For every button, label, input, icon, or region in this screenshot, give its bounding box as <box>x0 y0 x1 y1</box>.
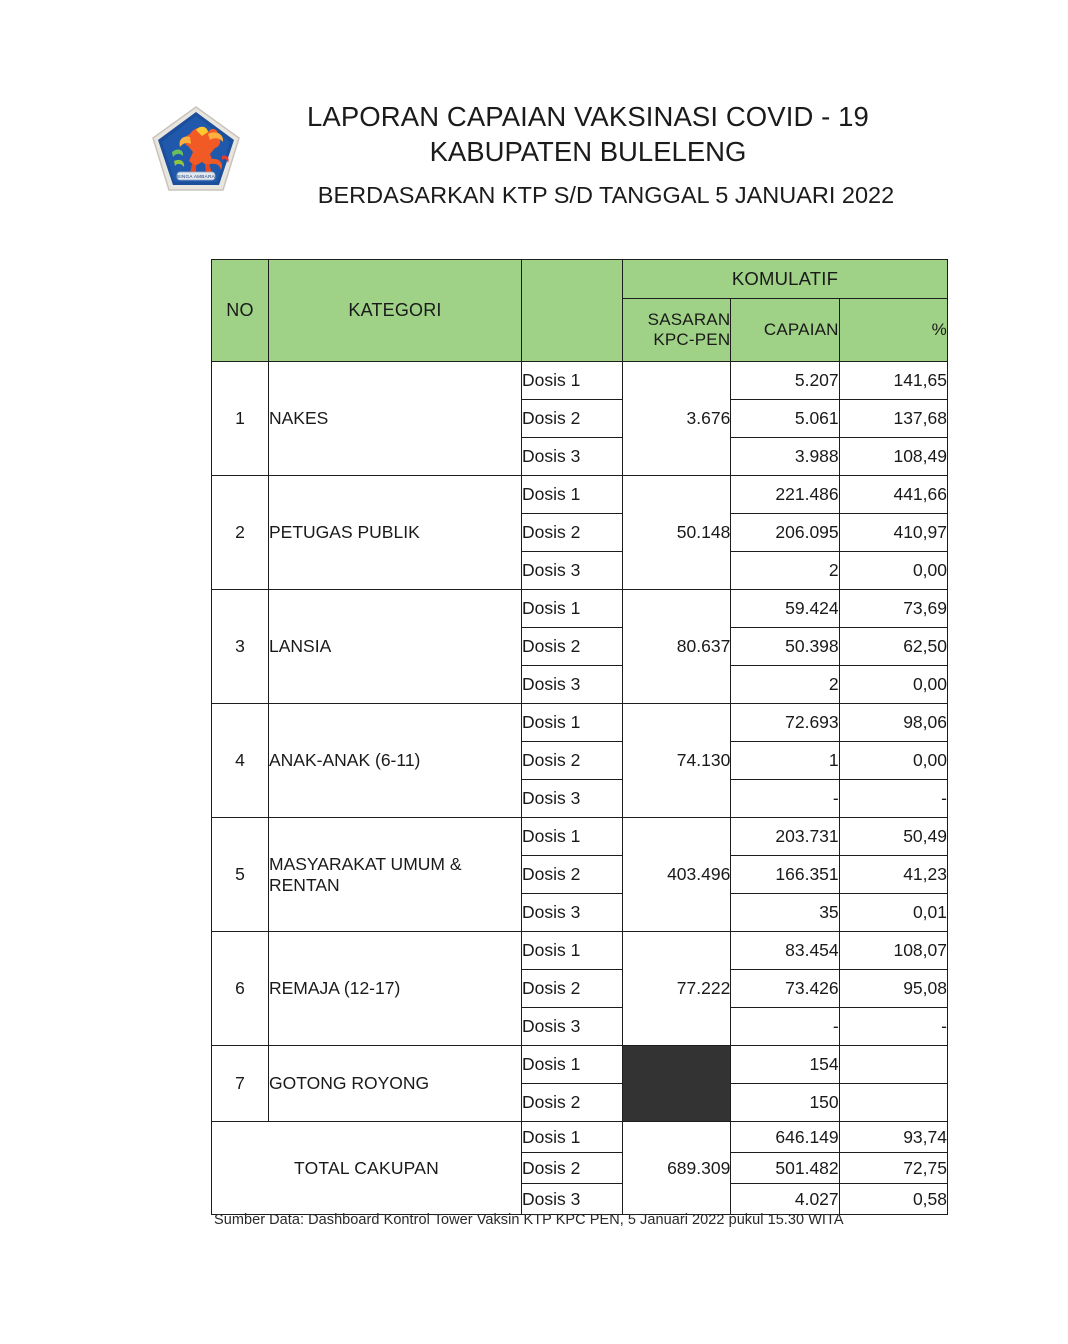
cell-dosis: Dosis 1 <box>522 362 623 400</box>
cell-capaian: 206.095 <box>731 514 839 552</box>
cell-sasaran: 3.676 <box>623 362 731 476</box>
cell-total-capaian: 646.149 <box>731 1122 839 1153</box>
cell-dosis: Dosis 3 <box>522 666 623 704</box>
col-header-sasaran-line2: KPC-PEN <box>653 330 731 349</box>
cell-capaian: 5.061 <box>731 400 839 438</box>
cell-persen: 0,01 <box>839 894 947 932</box>
cell-no: 2 <box>212 476 269 590</box>
source-note: Sumber Data: Dashboard Kontrol Tower Vaksin KTP KPC PEN, 5 Januari 2022 pukul 15.30 WITA <box>214 1212 844 1228</box>
vaccination-report-table <box>211 259 948 1215</box>
cell-sasaran: 403.496 <box>623 818 731 932</box>
cell-capaian: 221.486 <box>731 476 839 514</box>
cell-capaian: 166.351 <box>731 856 839 894</box>
cell-kategori: LANSIA <box>269 590 522 704</box>
cell-kategori: MASYARAKAT UMUM & RENTAN <box>269 818 522 932</box>
cell-capaian: 154 <box>731 1046 839 1084</box>
col-header-dosis-spacer <box>522 260 623 362</box>
col-header-sasaran-line1: SASARAN <box>647 310 731 330</box>
cell-total-capaian: 501.482 <box>731 1153 839 1184</box>
cell-capaian: 72.693 <box>731 704 839 742</box>
table-row <box>212 362 948 400</box>
cell-dosis: Dosis 1 <box>522 476 623 514</box>
cell-kategori: GOTONG ROYONG <box>269 1046 522 1122</box>
cell-dosis: Dosis 3 <box>522 1008 623 1046</box>
table-header <box>212 260 948 362</box>
table-row <box>212 590 948 628</box>
cell-kategori: REMAJA (12-17) <box>269 932 522 1046</box>
cell-total-persen: 0,58 <box>839 1184 947 1215</box>
cell-dosis: Dosis 1 <box>522 932 623 970</box>
cell-persen: 73,69 <box>839 590 947 628</box>
cell-no: 3 <box>212 590 269 704</box>
cell-capaian: 3.988 <box>731 438 839 476</box>
col-header-sasaran-kpc-pen <box>623 299 731 362</box>
table-header-row-1 <box>212 260 948 299</box>
cell-dosis: Dosis 2 <box>522 514 623 552</box>
table-row <box>212 476 948 514</box>
vaccination-report-table-container <box>211 259 948 1215</box>
cell-capaian: 59.424 <box>731 590 839 628</box>
cell-dosis: Dosis 2 <box>522 742 623 780</box>
cell-persen: 108,49 <box>839 438 947 476</box>
cell-persen <box>839 1084 947 1122</box>
cell-capaian: 83.454 <box>731 932 839 970</box>
cell-capaian: 73.426 <box>731 970 839 1008</box>
cell-persen: 137,68 <box>839 400 947 438</box>
report-title-line-2: KABUPATEN BULELENG <box>429 135 747 167</box>
cell-sasaran: 80.637 <box>623 590 731 704</box>
col-header-no: NO <box>212 260 269 362</box>
cell-persen: 410,97 <box>839 514 947 552</box>
buleleng-regency-emblem-icon <box>150 104 242 202</box>
cell-sasaran: 74.130 <box>623 704 731 818</box>
cell-dosis: Dosis 3 <box>522 1184 623 1215</box>
cell-persen: 50,49 <box>839 818 947 856</box>
cell-no: 4 <box>212 704 269 818</box>
cell-dosis: Dosis 2 <box>522 628 623 666</box>
cell-total-sasaran: 689.309 <box>623 1122 731 1215</box>
report-header <box>0 0 1068 210</box>
cell-dosis: Dosis 1 <box>522 818 623 856</box>
cell-capaian: 35 <box>731 894 839 932</box>
cell-sasaran: 50.148 <box>623 476 731 590</box>
table-row <box>212 704 948 742</box>
table-total-row <box>212 1122 948 1153</box>
cell-no: 7 <box>212 1046 269 1122</box>
cell-dosis: Dosis 3 <box>522 438 623 476</box>
cell-capaian: 50.398 <box>731 628 839 666</box>
cell-no: 5 <box>212 818 269 932</box>
cell-total-persen: 72,75 <box>839 1153 947 1184</box>
cell-dosis: Dosis 1 <box>522 1046 623 1084</box>
cell-persen: - <box>839 1008 947 1046</box>
report-title-line-1: LAPORAN CAPAIAN VAKSINASI COVID - 19 <box>307 101 869 132</box>
cell-total-capaian: 4.027 <box>731 1184 839 1215</box>
table-row <box>212 1046 948 1084</box>
cell-persen: 62,50 <box>839 628 947 666</box>
cell-dosis: Dosis 2 <box>522 970 623 1008</box>
cell-capaian: 5.207 <box>731 362 839 400</box>
cell-persen: 41,23 <box>839 856 947 894</box>
table-row <box>212 818 948 856</box>
cell-persen <box>839 1046 947 1084</box>
cell-dosis: Dosis 1 <box>522 704 623 742</box>
cell-persen: 98,06 <box>839 704 947 742</box>
cell-kategori: PETUGAS PUBLIK <box>269 476 522 590</box>
report-subtitle: BERDASARKAN KTP S/D TANGGAL 5 JANUARI 2022 <box>317 182 895 209</box>
cell-capaian: 150 <box>731 1084 839 1122</box>
cell-dosis: Dosis 3 <box>522 894 623 932</box>
cell-persen: 108,07 <box>839 932 947 970</box>
cell-dosis: Dosis 2 <box>522 856 623 894</box>
cell-dosis: Dosis 3 <box>522 780 623 818</box>
cell-dosis: Dosis 3 <box>522 552 623 590</box>
cell-total-persen: 93,74 <box>839 1122 947 1153</box>
col-header-komulatif: KOMULATIF <box>623 260 948 299</box>
cell-capaian: 203.731 <box>731 818 839 856</box>
title-block <box>258 98 918 210</box>
cell-persen: 95,08 <box>839 970 947 1008</box>
cell-persen: 141,65 <box>839 362 947 400</box>
cell-sasaran-blackout <box>623 1046 731 1122</box>
cell-kategori: ANAK-ANAK (6-11) <box>269 704 522 818</box>
cell-dosis: Dosis 1 <box>522 590 623 628</box>
table-body <box>212 362 948 1215</box>
cell-capaian: - <box>731 1008 839 1046</box>
col-header-percent: % <box>839 299 947 362</box>
cell-sasaran: 77.222 <box>623 932 731 1046</box>
cell-total-label: TOTAL CAKUPAN <box>212 1122 522 1215</box>
cell-no: 1 <box>212 362 269 476</box>
cell-capaian: 2 <box>731 666 839 704</box>
cell-no: 6 <box>212 932 269 1046</box>
cell-capaian: - <box>731 780 839 818</box>
cell-persen: 0,00 <box>839 742 947 780</box>
col-header-capaian: CAPAIAN <box>731 299 839 362</box>
cell-persen: 0,00 <box>839 666 947 704</box>
cell-dosis: Dosis 2 <box>522 400 623 438</box>
svg-text:SINGA AMBARA: SINGA AMBARA <box>176 174 216 180</box>
cell-capaian: 1 <box>731 742 839 780</box>
cell-persen: - <box>839 780 947 818</box>
cell-kategori: NAKES <box>269 362 522 476</box>
cell-dosis: Dosis 1 <box>522 1122 623 1153</box>
cell-capaian: 2 <box>731 552 839 590</box>
cell-dosis: Dosis 2 <box>522 1084 623 1122</box>
table-row <box>212 932 948 970</box>
cell-dosis: Dosis 2 <box>522 1153 623 1184</box>
cell-persen: 441,66 <box>839 476 947 514</box>
col-header-kategori: KATEGORI <box>269 260 522 362</box>
cell-persen: 0,00 <box>839 552 947 590</box>
